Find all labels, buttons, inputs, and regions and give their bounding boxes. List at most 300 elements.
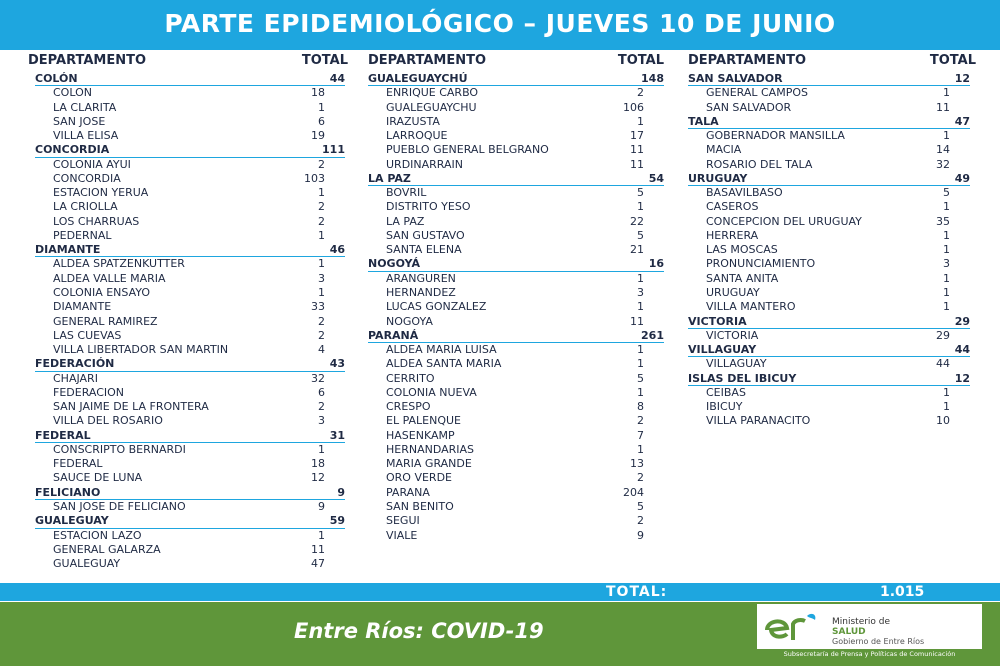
town-total: 1: [943, 300, 950, 314]
town-total: 22: [630, 214, 644, 228]
town-row: [368, 443, 664, 457]
town-total: 3: [943, 257, 950, 271]
town-name: ESTACION YERUA: [53, 186, 149, 200]
town-total: 1: [318, 186, 325, 200]
town-total: 1: [318, 257, 325, 271]
town-total: 1: [637, 114, 644, 128]
town-row: [688, 243, 970, 257]
town-row: [368, 315, 664, 329]
town-row: [368, 529, 664, 543]
town-total: 11: [936, 100, 950, 114]
town-total: 1: [318, 442, 325, 456]
town-row: [688, 357, 970, 371]
town-row: [368, 200, 664, 214]
town-total: 11: [630, 157, 644, 171]
town-total: 1: [943, 400, 950, 414]
logo-text-ministerio: Ministerio de: [832, 617, 891, 627]
town-total: 2: [318, 157, 325, 171]
department-total: 44: [954, 343, 970, 357]
department-name: VILLAGUAY: [688, 343, 757, 357]
town-row: [368, 186, 664, 200]
town-row: [368, 386, 664, 400]
town-total: 1: [637, 271, 644, 285]
town-name: GENERAL GALARZA: [53, 542, 161, 556]
town-row: [35, 86, 345, 100]
town-row: [368, 129, 664, 143]
department-row: [368, 172, 664, 186]
town-total: 10: [936, 414, 950, 428]
town-total: 204: [623, 485, 644, 499]
town-row: [368, 514, 664, 528]
town-total: 5: [637, 228, 644, 242]
town-row: [35, 215, 345, 229]
town-total: 9: [637, 528, 644, 542]
town-total: 1: [943, 285, 950, 299]
town-name: VILLA DEL ROSARIO: [53, 414, 163, 428]
town-total: 12: [311, 471, 325, 485]
town-name: SEGUI: [386, 514, 420, 528]
town-total: 2: [637, 86, 644, 100]
town-total: 1: [318, 100, 325, 114]
town-row: [35, 257, 345, 271]
town-name: DISTRITO YESO: [386, 200, 471, 214]
town-total: 1: [943, 129, 950, 143]
town-row: [35, 329, 345, 343]
town-total: 18: [311, 457, 325, 471]
department-total: 47: [954, 114, 970, 128]
town-total: 9: [318, 499, 325, 513]
town-total: 14: [936, 143, 950, 157]
town-name: LA CRIOLLA: [53, 200, 118, 214]
town-row: [368, 457, 664, 471]
town-total: 2: [318, 328, 325, 342]
town-row: [368, 101, 664, 115]
town-name: COLONIA AYUI: [53, 157, 131, 171]
department-row: [688, 315, 970, 329]
department-total: 111: [322, 143, 345, 157]
town-row: [688, 86, 970, 100]
town-name: GENERAL RAMIREZ: [53, 314, 158, 328]
department-name: NOGOYÁ: [368, 257, 420, 271]
town-total: 32: [936, 157, 950, 171]
town-row: [688, 414, 970, 428]
town-total: 1: [943, 271, 950, 285]
town-row: [35, 400, 345, 414]
town-row: [368, 372, 664, 386]
town-name: URDINARRAIN: [386, 157, 463, 171]
town-name: ESTACION LAZO: [53, 528, 142, 542]
department-name: TALA: [688, 114, 719, 128]
town-total: 1: [637, 357, 644, 371]
town-name: DIAMANTE: [53, 300, 112, 314]
town-row: [688, 101, 970, 115]
town-total: 4: [318, 343, 325, 357]
page-title: PARTE EPIDEMIOLÓGICO – JUEVES 10 DE JUNIO: [164, 9, 836, 38]
town-name: PUEBLO GENERAL BELGRANO: [386, 143, 549, 157]
town-total: 5: [943, 186, 950, 200]
town-name: ROSARIO DEL TALA: [706, 157, 813, 171]
town-total: 2: [318, 314, 325, 328]
town-total: 3: [318, 414, 325, 428]
town-name: CEIBAS: [706, 385, 746, 399]
logo-subline: Subsecretaría de Prensa y Políticas de Comunicación: [757, 649, 982, 660]
department-name: FELICIANO: [35, 485, 101, 499]
town-total: 33: [311, 300, 325, 314]
town-row: [368, 286, 664, 300]
col-header-total: TOTAL: [617, 53, 664, 68]
town-row: [688, 200, 970, 214]
town-row: [368, 471, 664, 485]
town-name: COLONIA NUEVA: [386, 385, 477, 399]
town-total: 1: [318, 285, 325, 299]
department-total: 49: [954, 171, 970, 185]
town-row: [368, 300, 664, 314]
town-total: 44: [936, 357, 950, 371]
town-row: [35, 343, 345, 357]
town-row: [35, 386, 345, 400]
department-row: [688, 372, 970, 386]
town-row: [368, 357, 664, 371]
department-total: 44: [329, 72, 345, 85]
town-name: LAS MOSCAS: [706, 243, 778, 257]
column-header-1: [28, 53, 348, 69]
town-row: [35, 543, 345, 557]
town-name: VILLA LIBERTADOR SAN MARTIN: [53, 343, 229, 357]
town-name: EL PALENQUE: [386, 414, 461, 428]
town-row: [35, 372, 345, 386]
town-name: FEDERACION: [53, 385, 125, 399]
town-total: 2: [318, 214, 325, 228]
department-name: ISLAS DEL IBICUY: [688, 371, 797, 385]
town-name: CRESPO: [386, 400, 431, 414]
town-row: [35, 315, 345, 329]
town-total: 18: [311, 86, 325, 100]
department-row: [688, 115, 970, 129]
town-total: 17: [630, 129, 644, 143]
town-total: 1: [318, 228, 325, 242]
town-name: MARIA GRANDE: [386, 457, 472, 471]
town-name: VILLAGUAY: [706, 357, 767, 371]
town-total: 106: [623, 100, 644, 114]
town-total: 2: [318, 400, 325, 414]
town-row: [35, 443, 345, 457]
data-column-3: [688, 72, 970, 429]
town-name: LOS CHARRUAS: [53, 214, 140, 228]
department-row: [35, 143, 345, 157]
town-row: [35, 186, 345, 200]
town-total: 47: [311, 557, 325, 571]
town-row: [35, 414, 345, 428]
department-name: FEDERACIÓN: [35, 357, 115, 371]
town-row: [35, 172, 345, 186]
town-row: [688, 215, 970, 229]
department-total: 29: [954, 314, 970, 328]
department-total: 261: [641, 328, 664, 342]
town-name: LAS CUEVAS: [53, 328, 122, 342]
town-name: CERRITO: [386, 371, 435, 385]
department-name: COLÓN: [35, 72, 78, 85]
logo-text-gobierno: Gobierno de Entre Ríos: [832, 637, 925, 646]
town-total: 1: [943, 228, 950, 242]
department-name: DIAMANTE: [35, 243, 101, 257]
column-header-3: [688, 53, 976, 69]
town-total: 1: [318, 528, 325, 542]
town-name: SAN SALVADOR: [706, 100, 792, 114]
town-name: LA CLARITA: [53, 100, 117, 114]
town-name: VILLA MANTERO: [706, 300, 796, 314]
town-row: [368, 143, 664, 157]
er-logo-icon: [763, 610, 819, 644]
town-row: [368, 343, 664, 357]
town-name: HERRERA: [706, 228, 759, 242]
town-name: GUALEGUAYCHU: [386, 100, 477, 114]
town-name: HERNANDEZ: [386, 285, 456, 299]
town-name: SAUCE DE LUNA: [53, 471, 143, 485]
town-total: 7: [637, 428, 644, 442]
town-name: GENERAL CAMPOS: [706, 86, 808, 100]
department-total: 46: [329, 243, 345, 257]
department-name: URUGUAY: [688, 171, 748, 185]
department-total: 12: [954, 72, 970, 85]
column-header-2: [368, 53, 664, 69]
town-row: [688, 400, 970, 414]
town-row: [368, 158, 664, 172]
town-total: 29: [936, 328, 950, 342]
town-name: FEDERAL: [53, 457, 103, 471]
town-name: CONSCRIPTO BERNARDI: [53, 442, 186, 456]
ministerio-salud-logo: [757, 604, 982, 660]
town-row: [688, 272, 970, 286]
col-header-total: TOTAL: [301, 53, 348, 68]
town-name: CHAJARI: [53, 371, 98, 385]
town-row: [368, 115, 664, 129]
town-name: ALDEA VALLE MARIA: [53, 271, 166, 285]
town-total: 3: [318, 271, 325, 285]
town-name: ARANGUREN: [386, 271, 456, 285]
col-header-departamento: DEPARTAMENTO: [368, 53, 487, 68]
town-total: 6: [318, 385, 325, 399]
town-row: [35, 101, 345, 115]
town-row: [35, 557, 345, 571]
department-row: [35, 486, 345, 500]
col-header-departamento: DEPARTAMENTO: [688, 53, 807, 68]
town-row: [368, 414, 664, 428]
town-row: [35, 457, 345, 471]
town-row: [688, 143, 970, 157]
department-name: PARANÁ: [368, 328, 419, 342]
town-total: 32: [311, 371, 325, 385]
town-total: 35: [936, 214, 950, 228]
town-total: 19: [311, 129, 325, 143]
department-name: LA PAZ: [368, 171, 411, 185]
department-row: [368, 329, 664, 343]
town-row: [368, 215, 664, 229]
department-name: GUALEGUAY: [35, 514, 109, 528]
town-name: LA PAZ: [386, 214, 425, 228]
town-name: VICTORIA: [706, 328, 759, 342]
town-name: GOBERNADOR MANSILLA: [706, 129, 845, 143]
town-name: LARROQUE: [386, 129, 448, 143]
department-row: [35, 429, 345, 443]
department-row: [368, 257, 664, 271]
department-total: 12: [954, 371, 970, 385]
town-total: 13: [630, 457, 644, 471]
town-name: SAN JAIME DE LA FRONTERA: [53, 400, 209, 414]
town-name: SAN JOSE: [53, 114, 106, 128]
town-name: URUGUAY: [706, 285, 760, 299]
town-row: [688, 329, 970, 343]
total-value: 1.015: [880, 584, 925, 600]
town-name: ALDEA MARIA LUISA: [386, 343, 497, 357]
department-total: 9: [337, 485, 345, 499]
town-total: 1: [637, 300, 644, 314]
department-name: GUALEGUAYCHÚ: [368, 72, 468, 85]
town-total: 11: [630, 143, 644, 157]
town-name: SAN JOSE DE FELICIANO: [53, 499, 186, 513]
footer-slogan: Entre Ríos: COVID-19: [294, 619, 544, 643]
department-row: [35, 72, 345, 86]
town-name: IRAZUSTA: [386, 114, 440, 128]
town-total: 3: [637, 285, 644, 299]
town-total: 1: [943, 243, 950, 257]
town-name: COLON: [53, 86, 92, 100]
town-name: MACIA: [706, 143, 742, 157]
town-name: BOVRIL: [386, 186, 427, 200]
town-name: SAN BENITO: [386, 499, 454, 513]
department-name: VICTORIA: [688, 314, 747, 328]
department-name: FEDERAL: [35, 428, 91, 442]
town-row: [368, 229, 664, 243]
town-name: VIALE: [386, 528, 418, 542]
town-row: [35, 300, 345, 314]
town-row: [688, 229, 970, 243]
town-row: [688, 129, 970, 143]
town-name: HERNANDARIAS: [386, 442, 475, 456]
town-total: 1: [943, 385, 950, 399]
department-total: 59: [329, 514, 345, 528]
town-total: 21: [630, 243, 644, 257]
town-total: 6: [318, 114, 325, 128]
town-name: GUALEGUAY: [53, 557, 121, 571]
town-total: 1: [943, 200, 950, 214]
town-total: 1: [943, 86, 950, 100]
town-row: [35, 115, 345, 129]
col-header-total: TOTAL: [929, 53, 976, 68]
town-total: 8: [637, 400, 644, 414]
town-row: [35, 286, 345, 300]
town-name: IBICUY: [706, 400, 743, 414]
town-row: [688, 286, 970, 300]
town-row: [368, 272, 664, 286]
department-name: CONCORDIA: [35, 143, 110, 157]
department-name: SAN SALVADOR: [688, 72, 783, 85]
town-total: 5: [637, 186, 644, 200]
town-name: SANTA ELENA: [386, 243, 462, 257]
town-total: 5: [637, 499, 644, 513]
department-total: 16: [648, 257, 664, 271]
town-total: 2: [637, 414, 644, 428]
town-name: ALDEA SPATZENKUTTER: [53, 257, 185, 271]
logo-text-salud: SALUD: [832, 627, 866, 637]
town-row: [688, 386, 970, 400]
department-row: [35, 357, 345, 371]
total-bar: [0, 583, 1000, 601]
department-total: 31: [329, 428, 345, 442]
town-total: 1: [637, 343, 644, 357]
town-row: [35, 229, 345, 243]
town-name: PRONUNCIAMIENTO: [706, 257, 816, 271]
town-total: 2: [318, 200, 325, 214]
town-row: [368, 486, 664, 500]
town-name: VILLA PARANACITO: [706, 414, 811, 428]
town-row: [688, 257, 970, 271]
town-name: CONCORDIA: [53, 171, 121, 185]
header-banner: [0, 0, 1000, 50]
department-row: [688, 172, 970, 186]
total-label: TOTAL:: [606, 584, 668, 600]
department-total: 54: [648, 171, 664, 185]
town-total: 2: [637, 471, 644, 485]
town-name: ORO VERDE: [386, 471, 452, 485]
data-column-2: [368, 72, 664, 543]
town-row: [368, 429, 664, 443]
department-row: [688, 343, 970, 357]
town-name: COLONIA ENSAYO: [53, 285, 151, 299]
town-row: [688, 186, 970, 200]
town-row: [688, 300, 970, 314]
town-name: CONCEPCION DEL URUGUAY: [706, 214, 862, 228]
town-row: [35, 158, 345, 172]
town-total: 1: [637, 200, 644, 214]
town-row: [35, 529, 345, 543]
town-name: HASENKAMP: [386, 428, 455, 442]
town-name: ALDEA SANTA MARIA: [386, 357, 502, 371]
department-total: 43: [329, 357, 345, 371]
town-name: SANTA ANITA: [706, 271, 779, 285]
town-name: VILLA ELISA: [53, 129, 119, 143]
town-total: 11: [311, 542, 325, 556]
town-total: 11: [630, 314, 644, 328]
town-row: [35, 272, 345, 286]
town-name: NOGOYA: [386, 314, 433, 328]
town-total: 103: [304, 171, 325, 185]
town-name: PARANA: [386, 485, 430, 499]
department-row: [688, 72, 970, 86]
town-name: CASEROS: [706, 200, 759, 214]
data-column-1: [35, 72, 345, 571]
town-row: [35, 471, 345, 485]
town-row: [688, 158, 970, 172]
town-row: [368, 500, 664, 514]
town-row: [368, 86, 664, 100]
town-total: 1: [637, 442, 644, 456]
town-name: PEDERNAL: [53, 228, 112, 242]
town-name: BASAVILBASO: [706, 186, 783, 200]
col-header-departamento: DEPARTAMENTO: [28, 53, 147, 68]
department-total: 148: [641, 72, 664, 85]
town-total: 5: [637, 371, 644, 385]
town-row: [35, 129, 345, 143]
town-row: [368, 243, 664, 257]
town-name: ENRIQUE CARBO: [386, 86, 479, 100]
town-total: 2: [637, 514, 644, 528]
department-row: [368, 72, 664, 86]
town-total: 1: [637, 385, 644, 399]
town-row: [368, 400, 664, 414]
town-name: LUCAS GONZALEZ: [386, 300, 487, 314]
department-row: [35, 514, 345, 528]
department-row: [35, 243, 345, 257]
